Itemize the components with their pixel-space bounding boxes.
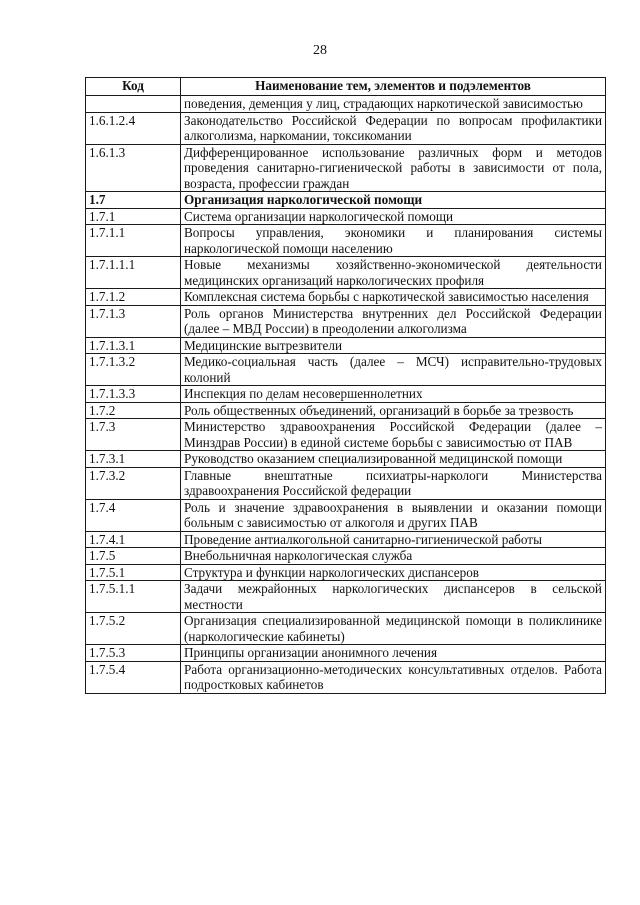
row-code: 1.7 (86, 192, 181, 209)
row-code: 1.7.3 (86, 419, 181, 451)
row-name: Медицинские вытрезвители (181, 337, 606, 354)
row-code: 1.7.5.2 (86, 613, 181, 645)
table-row (86, 548, 606, 565)
table-row (86, 96, 606, 113)
row-name: Дифференцированное использование различных форм и методов проведения санитарно-гигиенической работы в зависимости от пола, возраста, профессии граждан (181, 144, 606, 192)
table-row (86, 144, 606, 192)
row-code: 1.7.4 (86, 499, 181, 531)
row-code: 1.7.1 (86, 208, 181, 225)
row-name: Вопросы управления, экономики и планирования системы наркологической помощи населению (181, 225, 606, 257)
row-name: Руководство оказанием специализированной медицинской помощи (181, 451, 606, 468)
header-code: Код (86, 78, 181, 96)
row-code: 1.7.1.3.2 (86, 354, 181, 386)
row-name: Роль органов Министерства внутренних дел Российской Федерации (далее – МВД России) в преодолении алкоголизма (181, 305, 606, 337)
table-row (86, 208, 606, 225)
row-name: поведения, деменция у лиц, страдающих наркотической зависимостью (181, 96, 606, 113)
table-row (86, 192, 606, 209)
table-row (86, 419, 606, 451)
row-code: 1.7.1.1 (86, 225, 181, 257)
row-name: Организация наркологической помощи (181, 192, 606, 209)
table-row (86, 337, 606, 354)
row-name: Законодательство Российской Федерации по вопросам профилактики алкоголизма, наркомании, токсикомании (181, 112, 606, 144)
table-row (86, 531, 606, 548)
page-number: 28 (313, 43, 327, 58)
row-name: Роль и значение здравоохранения в выявлении и оказании помощи больным с зависимостью от алкоголя и других ПАВ (181, 499, 606, 531)
row-code: 1.7.3.1 (86, 451, 181, 468)
row-code: 1.7.5.1 (86, 564, 181, 581)
row-code: 1.7.5 (86, 548, 181, 565)
table-row (86, 613, 606, 645)
row-name: Министерство здравоохранения Российской Федерации (далее – Минздрав России) в единой системе борьбы с зависимостью от ПАВ (181, 419, 606, 451)
row-code: 1.6.1.3 (86, 144, 181, 192)
row-code: 1.7.1.3.3 (86, 386, 181, 403)
row-code: 1.7.5.3 (86, 645, 181, 662)
table-row (86, 564, 606, 581)
row-code: 1.7.5.1.1 (86, 581, 181, 613)
row-name: Медико-социальная часть (далее – МСЧ) исправительно-трудовых колоний (181, 354, 606, 386)
table-row (86, 354, 606, 386)
row-name: Главные внештатные психиатры-наркологи Министерства здравоохранения Российской федерации (181, 467, 606, 499)
table-row (86, 451, 606, 468)
row-code: 1.7.5.4 (86, 661, 181, 693)
row-code: 1.7.1.2 (86, 289, 181, 306)
row-code (86, 96, 181, 113)
row-name: Принципы организации анонимного лечения (181, 645, 606, 662)
row-name: Внебольничная наркологическая служба (181, 548, 606, 565)
table-row (86, 402, 606, 419)
row-name: Инспекция по делам несовершеннолетних (181, 386, 606, 403)
row-name: Работа организационно-методических консультативных отделов. Работа подростковых кабинетов (181, 661, 606, 693)
table-body (86, 96, 606, 694)
row-code: 1.7.4.1 (86, 531, 181, 548)
row-code: 1.7.1.3 (86, 305, 181, 337)
row-name: Организация специализированной медицинской помощи в поликлинике (наркологические кабинеты) (181, 613, 606, 645)
table-row (86, 112, 606, 144)
table-row (86, 499, 606, 531)
row-name: Новые механизмы хозяйственно-экономической деятельности медицинских организаций наркологических профиля (181, 257, 606, 289)
row-code: 1.7.3.2 (86, 467, 181, 499)
row-name: Комплексная система борьбы с наркотической зависимостью населения (181, 289, 606, 306)
row-name: Задачи межрайонных наркологических диспансеров в сельской местности (181, 581, 606, 613)
table-row (86, 645, 606, 662)
row-code: 1.7.1.1.1 (86, 257, 181, 289)
table-row (86, 305, 606, 337)
table-header-row (86, 78, 606, 96)
row-name: Система организации наркологической помощи (181, 208, 606, 225)
row-name: Проведение антиалкогольной санитарно-гигиенической работы (181, 531, 606, 548)
table-row (86, 661, 606, 693)
table-row (86, 386, 606, 403)
table-row (86, 581, 606, 613)
row-code: 1.7.1.3.1 (86, 337, 181, 354)
row-code: 1.6.1.2.4 (86, 112, 181, 144)
topics-table (85, 77, 606, 694)
table-row (86, 467, 606, 499)
table-row (86, 257, 606, 289)
table-row (86, 289, 606, 306)
row-code: 1.7.2 (86, 402, 181, 419)
header-name: Наименование тем, элементов и подэлементов (181, 78, 606, 96)
row-name: Структура и функции наркологических диспансеров (181, 564, 606, 581)
table-row (86, 225, 606, 257)
row-name: Роль общественных объединений, организаций в борьбе за трезвость (181, 402, 606, 419)
